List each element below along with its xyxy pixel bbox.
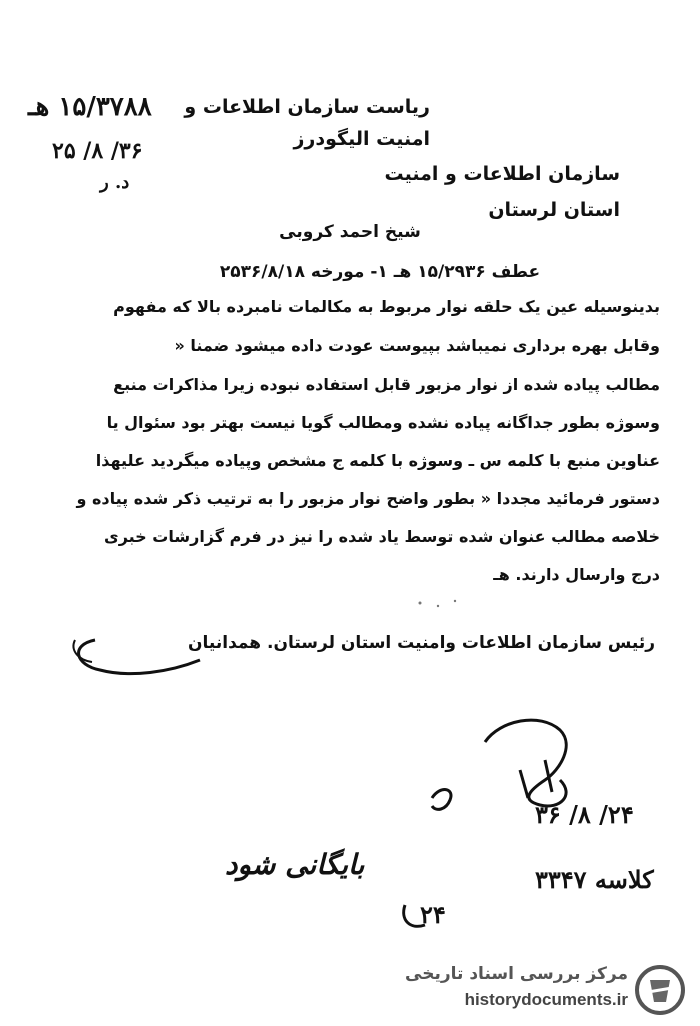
header-date: ۳۶/ ۸/ ۲۵	[52, 138, 143, 164]
addressee-line-1: ریاست سازمان اطلاعات و	[184, 96, 430, 118]
body-line-6: دستور فرمائید مجددا « بطور واضح نوار مزبور را به ترتیب ذکر شده پیاده و	[76, 489, 660, 508]
addressee-line-2: امنیت الیگودرز	[293, 128, 430, 150]
annotation-name: بایگانی شود	[225, 848, 365, 881]
annotation-bottom: ۲۴	[420, 900, 446, 929]
signature-hook-stroke	[79, 640, 200, 674]
body-line-2: وقابل بهره برداری نمیباشد بپیوست عودت داده میشود ضمنا «	[174, 336, 660, 355]
addressee-line-4: استان لرستان	[488, 199, 620, 221]
header-initials: د. ر	[100, 172, 130, 193]
body-line-3: مطالب پیاده شده از نوار مزبور قابل استفاده نبوده زیرا مذاکرات منبع	[113, 375, 660, 394]
watermark	[400, 962, 690, 1018]
header-ref-number: ۱۵/۳۷۸۸ هـ	[28, 92, 152, 122]
body-line-5: عناوین منبع با کلمه س ـ وسوژه با کلمه ج مشخص وپیاده میگردید علیهذا	[95, 451, 660, 470]
reference-line: عطف ۱۵/۲۹۳۶ هـ ۱- مورخه ۲۵۳۶/۸/۱۸	[219, 262, 541, 282]
signature-line: رئیس سازمان اطلاعات وامنیت استان لرستان. همدانیان	[188, 633, 655, 653]
body-line-4: وسوژه بطور جداگانه پیاده نشده ومطالب گویا نیست بهتر بود سئوال یا	[106, 413, 660, 432]
archive-logo-icon	[634, 964, 686, 1016]
watermark-url: historydocuments.ir	[464, 990, 628, 1009]
addressee-line-3: سازمان اطلاعات و امنیت	[384, 163, 620, 185]
body-line-1: بدینوسیله عین یک حلقه نوار مربوط به مکالمات نامبرده بالا که مفهوم	[113, 297, 660, 316]
subject-line: شیخ احمد کروبی	[279, 222, 421, 242]
bottom-note-stroke	[404, 905, 425, 926]
annotation-number: کلاسه ۳۳۴۷	[535, 865, 654, 894]
body-line-8: درج وارسال دارند. هـ	[493, 565, 660, 584]
signature-tick-1	[520, 770, 528, 798]
body-line-7: خلاصه مطالب عنوان شده توسط یاد شده را نیز در فرم گزارشات خبری	[104, 527, 660, 546]
watermark-title: مرکز بررسی اسناد تاریخی	[405, 964, 628, 984]
annotation-date: ۲۴/ ۸/ ۳۶	[535, 800, 634, 829]
initial-loop	[432, 790, 451, 810]
